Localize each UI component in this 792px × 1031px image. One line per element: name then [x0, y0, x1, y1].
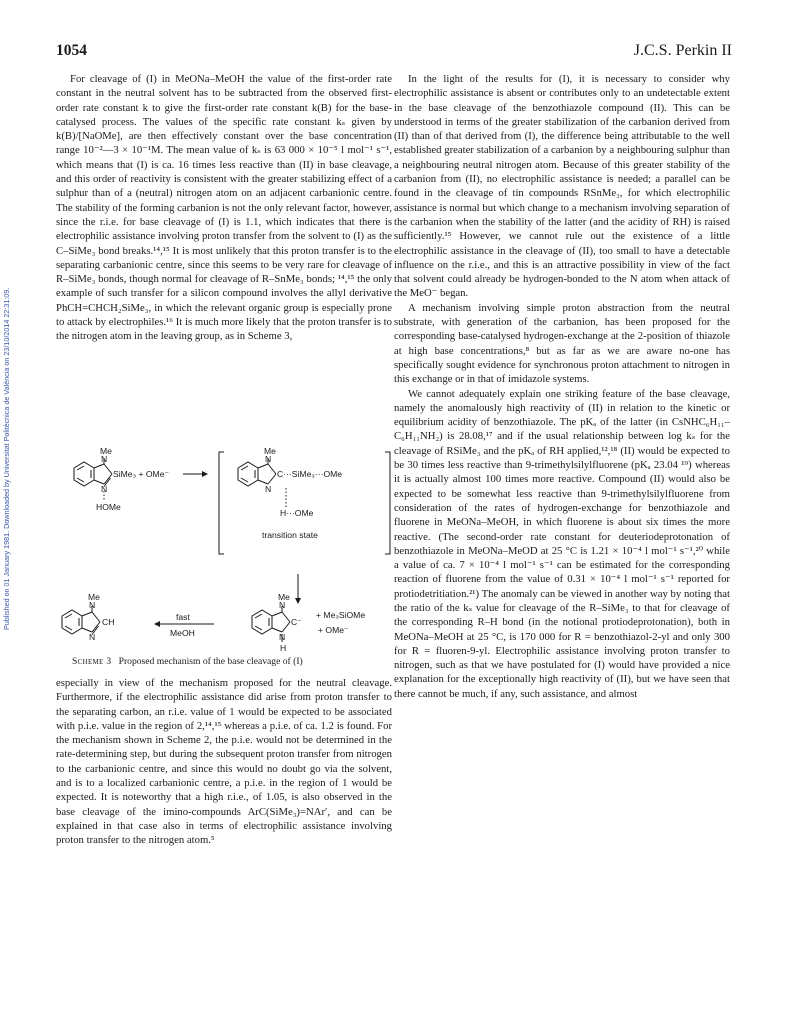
transition-state-structure [238, 458, 286, 508]
me-label-2: Me [264, 446, 276, 456]
meoh-label: MeOH [170, 628, 195, 638]
transition-state-label: transition state [262, 530, 318, 540]
right-column [394, 72, 730, 701]
download-watermark-text: Published on 01 January 1981. Downloaded by Universitat Politècnica de València on 23/10/2014 22:31:09. [2, 287, 11, 630]
product-structure [62, 606, 100, 635]
n-label-1b: N [101, 484, 108, 494]
scheme-3-figure [52, 446, 394, 653]
left-paragraph-1: For cleavage of (I) in MeONa–MeOH the value of the first-order rate constant in the neutral solvent has to be subtracted from the observed first-order rate constant k to give the first-order rate constant k(B) for the base-catalysed process. The values of the specific rate constant kₛ given by k(B)/[NaOMe], are then effectively constant over the base concentration range 10⁻²—3 × 10⁻¹M. The mean value of kₛ is 63 000 × 10⁻⁵ l mol⁻¹ s⁻¹, which means that (I) is ca. 16 times less reactive than (II) in base cleavage, and this order of reactivity is consistent with the greater stabilizing effect of a sulphur than of a (neutral) nitrogen atom on an adjacent carbanionic centre. The stability of the forming carbanion is not the only relevant factor, however, since the r.i.e. for base cleavage of (I) is 1.1, which indicates that there is electrophilic assistance involving proton transfer from the solvent to (I) as the C–SiMe₃ bond breaks.¹⁴,¹⁵ It is most unlikely that this proton transfer is to the separating carbanionic centre, since this seems to be very rare for cleavage of R–SiMe₃ bonds, though normal for cleavage of R–SnMe₃ bonds; ¹⁴,¹⁵ the only example of such transfer for a silicon compound involves the allyl derivative PhCH=CHCH₂SiMe₃, in which the relevant organic group is especially prone to attack by electrophiles.¹⁶ It is much more likely that the proton transfer is to the nitrogen atom in the leaving group, as in Scheme 3, [56, 73, 392, 343]
left-paragraph-2: especially in view of the mechanism proposed for the neutral cleavage. Furthermore, if the electrophilic assistance did arise from proton transfer to the separating carbon, an r.i.e. value of 1 would be expected to be associated with p.i.e. value in the region of 2,¹⁴,¹⁵ whereas a p.i.e. of ca. 1.2 is found. For the mechanism shown in Scheme 2, the p.i.e. would not be determined in the rate-determining step, but during the subsequent proton transfer from nitrogen to the carbanionic centre, and since this would no doubt go via the solvent, and is to a localized carbanionic centre, a p.i.e. in the region of 1 would be expected. It is noteworthy that a high r.i.e., of 1.05, is also observed in the base cleavage of the imino-compounds ArC(SiMe₃)=NAr′, and can be explained in that case also in terms of electrophilic assistance involving proton transfer to the nitrogen atom.⁵ [56, 677, 392, 847]
right-paragraph-3: We cannot adequately explain one striking feature of the base cleavage, namely the anomalously high reactivity of (II) in relation to the kinetic or equilibrium acidity of benzothiazole. The pKₐ of the latter (in CsNHC₆H₁₁–C₆H₁₁NH₂) is 28.08,¹⁷ and if the usual relationship between log kₛ for the cleavage of RSiMe₃ and the pKₐ of RH applied,¹²,¹⁸ (II) would be expected to be 30 times less reactive than 9-trimethylsilylfluorene (pKₐ 23.04 ¹⁹) whereas it is actually almost 100 times more reactive. Compound (II) would also be expected to be somewhat less reactive than 9-trimethylsilylfluorene from consideration of the rates of hydrogen-exchange for benzothiazole and fluorene in MeONa–MeOH, in which fluorene is about six times the more reactive. (The second-order rate constant for deuteriodeprotonation of benzothiazole in MeONa–MeOD at 25 °C is 1.21 × 10⁻⁴ l mol⁻¹ s⁻¹,²⁰ while a value of ca. 7 × 10⁻⁴ l mol⁻¹ s⁻¹ can be estimated for the corresponding reaction of fluorene from the value of 0.31 × 10⁻⁴ l mol⁻¹ s⁻¹ reported for protiodetritiation.²¹) The anomaly can be viewed in another way by noting that the ratio of the kₛ value for cleavage of the R–SiMe₃ to that for cleavage of the corresponding R–H bond (in the notional protiodeprotonation), both in MeONa–MeOH at 25 °C, is 170 000 for R = benzothiazol-2-yl and only 300 for R = fluoren-9-yl. Electrophilic assistance involving proton transfer to nitrogen, such as that we have postulated for (I) would have provided a nice explanation for the exceptionally high reactivity of (II), but we have seen that there cannot be much, if any, such assistance, and almost [394, 387, 730, 700]
me-label-1: Me [100, 446, 112, 456]
left-column-bottom [56, 676, 392, 848]
bracket-right [385, 452, 390, 554]
home-label: HOMe [96, 502, 121, 512]
n-label-3: N [279, 600, 286, 610]
scheme-caption-label: Scheme 3 [72, 656, 112, 667]
n-label-2: N [265, 454, 272, 464]
ts-bond-label: C···SiMe₃···OMe [277, 469, 343, 479]
right-paragraph-2: A mechanism involving simple proton abstraction from the neutral substrate, with generation of the carbanion, has been proposed for the corresponding base-catalysed hydrogen-exchange at the 2-position of thiazole at high base concentrations,⁸ but as far as we are aware no-one has specifically sought evidence for synchronous proton attachment to nitrogen in this exchange or in that of imidazole systems. [394, 301, 730, 386]
c-minus-label: C⁻ [291, 617, 302, 627]
n-label-4: N [89, 600, 96, 610]
fast-label: fast [176, 612, 190, 622]
n-label-2b: N [265, 484, 272, 494]
journal-title: J.C.S. Perkin II [633, 42, 732, 59]
left-column-top [56, 72, 392, 344]
download-watermark [2, 160, 14, 630]
me-label-4: Me [88, 592, 100, 602]
h-ome-label: H···OMe [280, 508, 314, 518]
products-label-2: + OMe⁻ [318, 625, 349, 635]
page-number: 1054 [56, 42, 87, 59]
n-label-4b: N [89, 632, 96, 642]
h-label-3: H [280, 643, 287, 653]
scheme-caption [72, 656, 303, 667]
sime3-label-1: SiMe₃ + OMe⁻ [113, 469, 170, 479]
scheme-caption-text: Proposed mechanism of the base cleavage of (I) [118, 656, 303, 667]
ch-label-4: CH [102, 617, 115, 627]
n-label-1: N [101, 454, 108, 464]
products-label-1: + Me₃SiOMe [316, 610, 366, 620]
right-paragraph-1: In the light of the results for (I), it is necessary to consider why electrophilic assistance is absent or contributes only to an undetectable extent in the base cleavage of the benzothiazole compound (II). This can be understood in terms of the greater stabilization of the carbanion derived from (II) than of that derived from (I), the difference being attributable to the well established greater stabilization of a carbanion by a neighbouring sulphur than a neighbouring neutral nitrogen atom. Because of this greater stability of the carbanion from (II), no electrophilic assistance is needed; a parallel can be found in the cleavage of tin compounds RSnMe₃, for which electrophilic assistance is normal but which change to a mechanism involving separation of the carbanion when the stability of the latter (and the acidity of RH) is raised sufficiently.¹⁵ However, we cannot rule out the existence of a little electrophilic assistance in the cleavage of (II), too small to have a detectable influence on the r.i.e., and this is an attractive possibility in view of the fact that solvent could already be hydrogen-bonded to the N atom when attack of the MeO⁻ began. [394, 73, 730, 300]
bracket-left [219, 452, 224, 554]
n-label-3b: N [279, 632, 286, 642]
me-label-3: Me [278, 592, 290, 602]
